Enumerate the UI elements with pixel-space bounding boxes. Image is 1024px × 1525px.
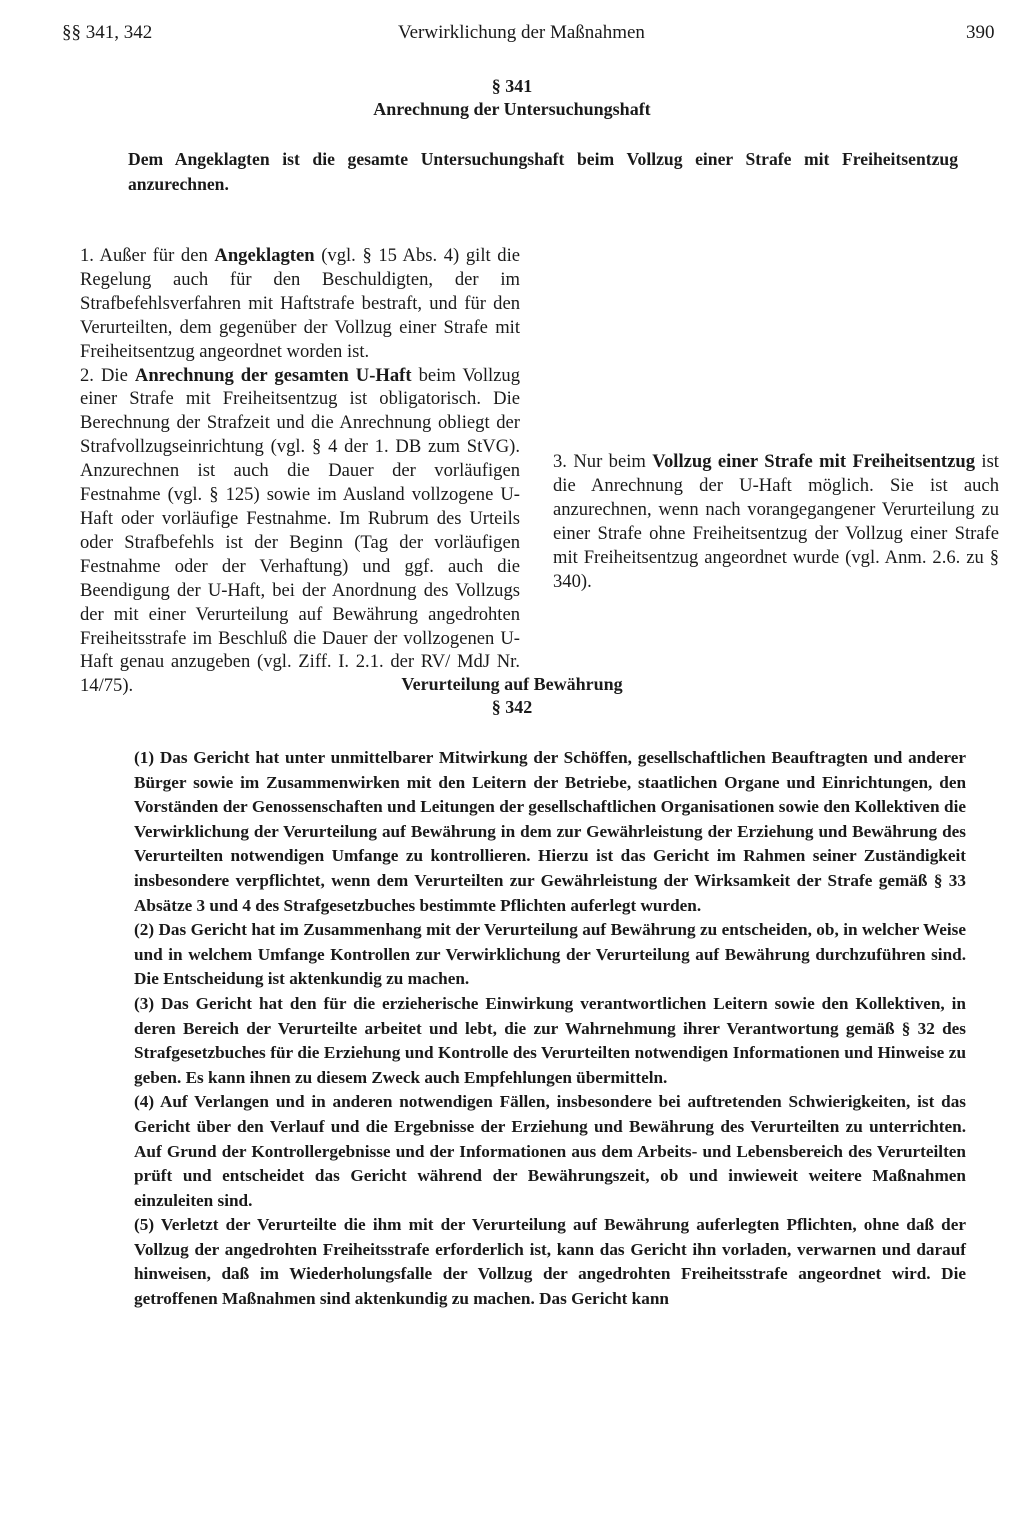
paragraph-4: (4) Auf Verlangen und in anderen notwendigen Fällen, insbesondere bei auftretenden Schwierigkeiten, ist das Gericht über den Verlauf und die Ergebnisse der Erziehung und Bewährung des Verurteilten zu unterrichten. Auf Grund der Kontrollergebnisse und der Informationen aus dem Arbeits- und Lebensbereich des Verurteilten prüft und entscheidet das Gericht während der Bewährungszeit, ob und inwieweit weitere Maßnahmen einzuleiten sind. [134, 1092, 966, 1210]
page-number: 390 [966, 22, 995, 43]
running-header-title: Verwirklichung der Maßnahmen [398, 22, 645, 43]
commentary-left-column [80, 244, 520, 697]
commentary-note-2: 2. Die Anrechnung der gesamten U-Haft beim Vollzug einer Strafe mit Freiheitsentzug ist obligatorisch. Die Berechnung der Strafzeit und die Anrechnung obliegt der Strafvollzugseinrichtung (vgl. § 4 der 1. DB zum StVG). Anzurechnen ist auch die Dauer der vorläufigen Festnahme (vgl. § 125) sowie im Ausland vollzogene U-Haft oder vorläufige Festnahme. Im Rubrum des Urteils oder Strafbefehls ist der Beginn (Tag der vorläufigen Festnahme oder der Verhaftung) und ggf. auch die Beendigung der U-Haft, bei der Anordnung des Vollzugs der mit einer Verurteilung auf Bewährung angedrohten Freiheitsstrafe im Beschluß die Dauer der vollzogenen U-Haft genau anzugeben (vgl. Ziff. I. 2.1. der RV/ MdJ Nr. 14/75). [80, 364, 520, 697]
paragraph-3: (3) Das Gericht hat den für die erzieherische Einwirkung verantwortlichen Leitern sowie den Kollektiven, in deren Bereich der Verurteilte arbeitet und lebt, die zur Wahrnehmung ihrer Verantwortung gemäß § 32 des Strafgesetzbuches für die Erziehung und Kontrolle des Verurteilten notwendigen Informationen und Hinweise zu geben. Es kann ihnen zu diesem Zweck auch Empfehlungen übermitteln. [134, 993, 966, 1087]
section-342-title: Verurteilung auf Bewährung [401, 674, 623, 694]
section-341-title: Anrechnung der Untersuchungshaft [373, 99, 651, 119]
section-342-law-text [134, 746, 966, 1312]
section-341-law-text: Dem Angeklagten ist die gesamte Untersuchungshaft beim Vollzug einer Strafe mit Freiheitsentzug anzurechnen. [128, 149, 958, 194]
section-342-number: § 342 [491, 697, 533, 717]
paragraph-1: (1) Das Gericht hat unter unmittelbarer Mitwirkung der Schöffen, gesellschaftlichen Beauftragten und anderer Bürger sowie im Zusammenwirken mit den Leitern der Betriebe, staatlichen Organe und Einrichtungen, den Vorständen der Genossenschaften und Leitungen der gesellschaftlichen Organisationen sowie den Kollektiven die Verwirklichung der Verurteilung auf Bewährung in dem zur Gewährleistung der Erziehung und Bewährung des Verurteilten notwendigen Umfange zu kontrollieren. Hierzu ist das Gericht im Rahmen seiner Zuständigkeit insbesondere verpflichtet, wenn dem Verurteilten zur Gewährleistung der Wirksamkeit der Strafe gemäß § 33 Absätze 3 und 4 des Strafgesetzbuches bestimmte Pflichten auferlegt wurden. [134, 748, 966, 915]
commentary-note-1: 1. Außer für den Angeklagten (vgl. § 15 Abs. 4) gilt die Regelung auch für den Beschuldigten, der im Strafbefehlsverfahren mit Haftstrafe bestraft, und für den Verurteilten, dem gegenüber der Vollzug einer Strafe mit Freiheitsentzug angeordnet worden ist. [80, 245, 520, 362]
paragraph-5: (5) Verletzt der Verurteilte die ihm mit der Verurteilung auf Bewährung auferlegten Pflichten, ohne daß der Vollzug der angedrohten Freiheitsstrafe erforderlich ist, kann das Gericht ihn vorladen, verwarnen und darauf hinweisen, daß im Wiederholungsfalle der Vollzug der angedrohten Freiheitsstrafe angeordnet wird. Die getroffenen Maßnahmen sind aktenkundig zu machen. Das Gericht kann [134, 1215, 966, 1309]
commentary-note-3: 3. Nur beim Vollzug einer Strafe mit Freiheitsentzug ist die Anrechnung der U-Haft möglich. Sie ist auch anzurechnen, wenn nach vorangegangener Verurteilung zu einer Strafe ohne Freiheitsentzug der Vollzug einer Strafe mit Freiheitsentzug angeordnet wurde (vgl. Anm. 2.6. zu § 340). [553, 451, 999, 592]
running-header-sections: §§ 341, 342 [62, 22, 153, 43]
section-341-number: § 341 [491, 76, 533, 96]
commentary-right-column [553, 244, 999, 593]
paragraph-2: (2) Das Gericht hat im Zusammenhang mit der Verurteilung auf Bewährung zu entscheiden, ob, in welcher Weise und in welchem Umfange Kontrollen zur Verwirklichung der Verurteilung auf Bewährung durchzuführen sind. Die Entscheidung ist aktenkundig zu machen. [134, 920, 966, 989]
